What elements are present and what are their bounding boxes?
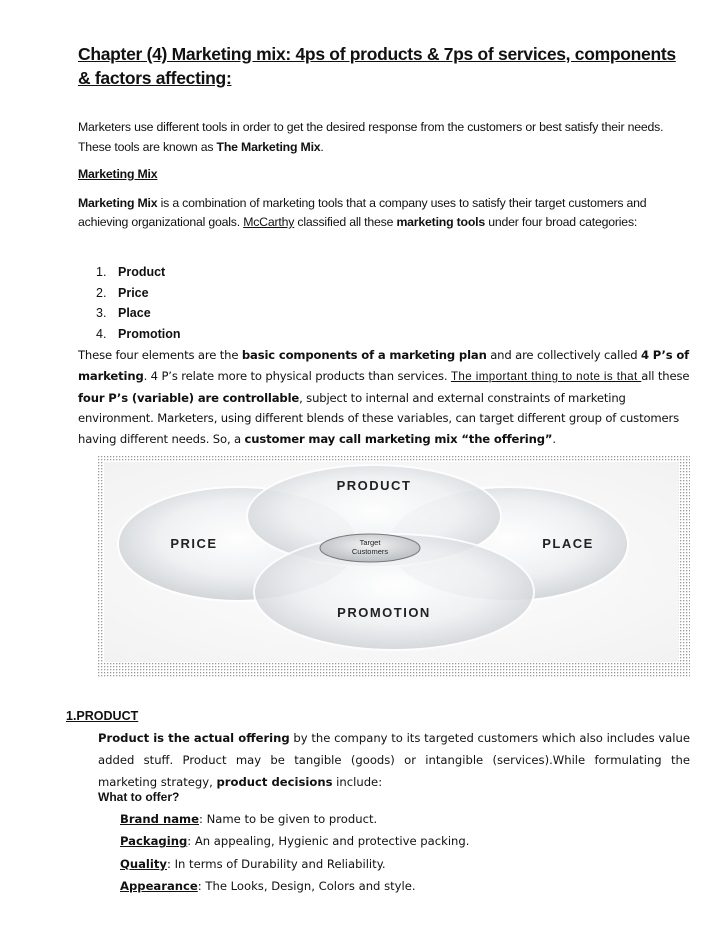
- list-item: [96, 283, 181, 304]
- four-p-list: [96, 262, 181, 344]
- intro-text: Marketers use different tools in order to get the desired response from the customers or best satisfy their needs. These tools are known as: [78, 120, 664, 154]
- list-num: 1.: [96, 265, 107, 279]
- comp-t6: .: [552, 432, 556, 447]
- prod-b1: Product is the actual offering: [98, 731, 290, 745]
- list-item: [96, 303, 181, 324]
- list-item: [96, 324, 181, 345]
- comp-u1: The important thing to note is that: [450, 369, 642, 383]
- marketing-mix-diagram: [98, 456, 690, 678]
- intro-paragraph: [78, 117, 678, 157]
- marketing-mix-heading: Marketing Mix: [78, 167, 158, 181]
- list-item: [120, 808, 469, 830]
- price-label: PRICE: [170, 536, 218, 551]
- mm-text1: is a combination of marketing tools that a company uses to satisfy their target customers and achieving organizational goals.: [78, 196, 647, 229]
- item-key: Quality: [120, 856, 167, 871]
- mm-bold2: marketing tools: [396, 215, 485, 229]
- item-value: : Name to be given to product.: [199, 812, 378, 826]
- list-num: 3.: [96, 306, 107, 320]
- item-value: : An appealing, Hygienic and protective packing.: [187, 834, 470, 849]
- comp-b2: 4 P’s of marketing: [78, 348, 690, 383]
- intro-bold: The Marketing Mix: [216, 140, 321, 154]
- mccarthy-link: McCarthy: [243, 215, 295, 229]
- comp-b1: basic components of a marketing plan: [241, 348, 487, 362]
- item-value: : In terms of Durability and Reliability.: [166, 856, 386, 871]
- comp-t4: all these: [641, 368, 690, 383]
- center-label-line2: Customers: [351, 547, 389, 556]
- intro-end: .: [320, 140, 324, 154]
- mm-text2: classified all these: [294, 215, 397, 229]
- list-item: [96, 262, 181, 283]
- list-label: Promotion: [118, 326, 181, 341]
- prod-b2: product decisions: [216, 775, 333, 789]
- list-label: Place: [118, 306, 151, 320]
- promotion-label: PROMOTION: [337, 605, 431, 620]
- what-to-offer-heading: What to offer?: [98, 790, 180, 804]
- comp-t1: These four elements are the: [78, 348, 242, 362]
- center-label-line1: Target: [359, 538, 381, 547]
- product-decisions-list: [120, 808, 469, 897]
- item-key: Brand name: [120, 812, 199, 826]
- section-title-product: 1.PRODUCT: [66, 709, 139, 723]
- components-paragraph: [78, 345, 690, 450]
- mm-bold1: Marketing Mix: [78, 196, 158, 210]
- prod-t2: include:: [332, 775, 383, 789]
- place-label: PLACE: [542, 536, 594, 551]
- chapter-title: Chapter (4) Marketing mix: 4ps of products & 7ps of services, components & factors affecting:: [78, 44, 676, 88]
- comp-t3: . 4 P’s relate more to physical products than services.: [143, 368, 451, 383]
- list-label: Product: [118, 265, 166, 279]
- item-key: Packaging: [120, 834, 188, 849]
- comp-b4: customer may call marketing mix “the offering”: [244, 432, 553, 447]
- product-paragraph: [98, 727, 690, 793]
- list-num: 4.: [96, 326, 107, 341]
- item-value: : The Looks, Design, Colors and style.: [197, 878, 416, 893]
- list-num: 2.: [96, 285, 107, 300]
- list-label: Price: [118, 285, 149, 300]
- list-item: [120, 830, 469, 852]
- list-item: [120, 875, 469, 897]
- comp-t5: , subject to internal and external constraints of marketing environment. Marketers, using different blends of these variables, can target different group of customers having different needs. So, a: [78, 390, 680, 447]
- list-item: [120, 853, 469, 875]
- item-key: Appearance: [120, 878, 198, 893]
- comp-t2: and are collectively called: [486, 348, 641, 362]
- product-label: PRODUCT: [336, 478, 412, 493]
- prod-t1: by the company to its targeted customers which also includes value added stuff. Product may be tangible (goods) or intangible (services).While formulating the marketing strategy,: [98, 731, 690, 789]
- marketing-mix-paragraph: [78, 194, 678, 232]
- mm-text3: under four broad categories:: [485, 215, 638, 229]
- comp-b3: four P’s (variable) are controllable: [78, 390, 300, 405]
